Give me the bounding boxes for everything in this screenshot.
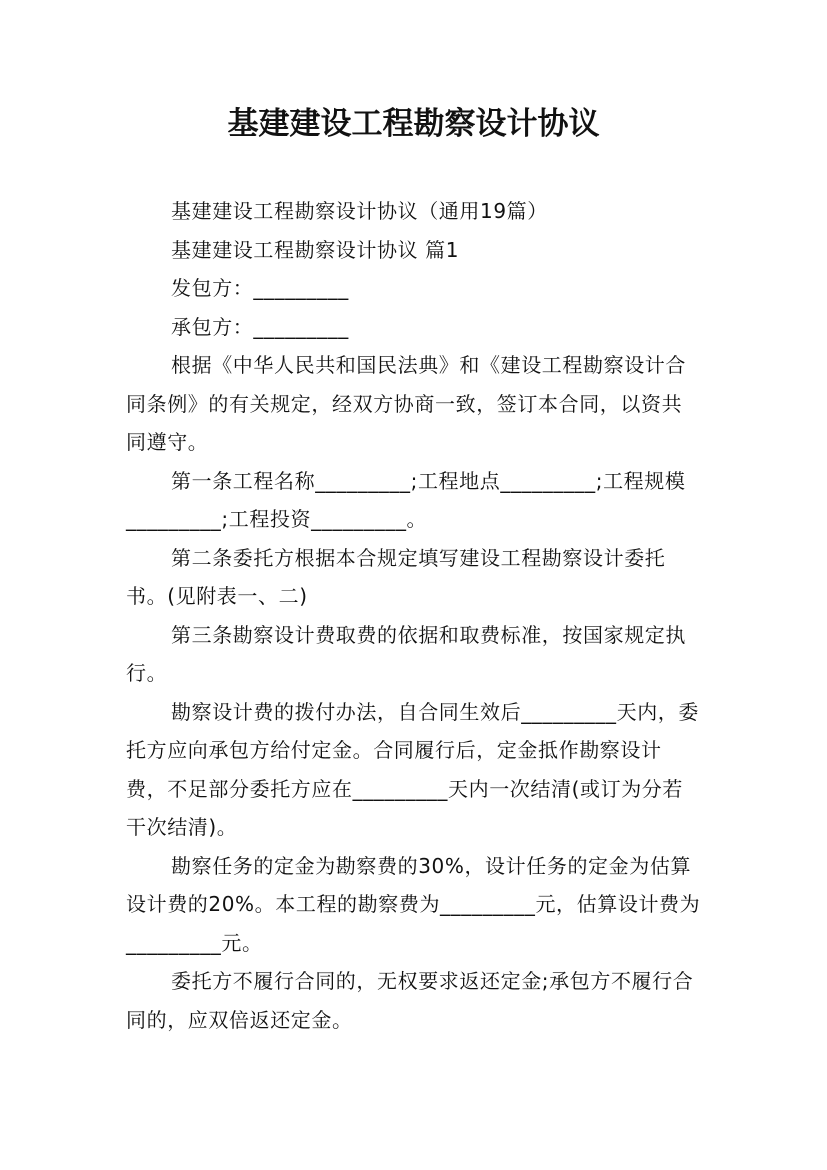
document-body [126, 192, 702, 1039]
article-two-paragraph: 第二条委托方根据本合规定填写建设工程勘察设计委托书。(见附表一、二) [126, 545, 666, 608]
section-heading: 基建建设工程勘察设计协议 篇1 [171, 237, 460, 262]
document-title: 基建建设工程勘察设计协议 [227, 106, 600, 142]
payment-method-paragraph: 勘察设计费的拨付办法，自合同生效后_________天内，委托方应向承包方给付定金。合同履行后，定金抵作勘察设计费，不足部分委托方应在_________天内一次结清(或订为分若干次结清)。 [126, 699, 699, 839]
legal-basis-paragraph: 根据《中华人民共和国民法典》和《建设工程勘察设计合同条例》的有关规定，经双方协商一致，签订本合同，以资共同遵守。 [126, 353, 686, 454]
breach-paragraph: 委托方不履行合同的，无权要求返还定金;承包方不履行合同的，应双倍返还定金。 [126, 969, 694, 1032]
deposit-paragraph: 勘察任务的定金为勘察费的30%，设计任务的定金为估算设计费的20%。本工程的勘察费为_________元，估算设计费为_________元。 [126, 853, 701, 955]
article-one-paragraph: 第一条工程名称_________;工程地点_________;工程规模_________;工程投资_________。 [126, 468, 686, 531]
employer-field: 发包方：_________ [171, 276, 349, 300]
subtitle-paragraph: 基建建设工程勘察设计协议（通用19篇） [171, 199, 548, 223]
article-three-paragraph: 第三条勘察设计费取费的依据和取费标准，按国家规定执行。 [126, 622, 686, 685]
contractor-field: 承包方：_________ [171, 314, 349, 339]
